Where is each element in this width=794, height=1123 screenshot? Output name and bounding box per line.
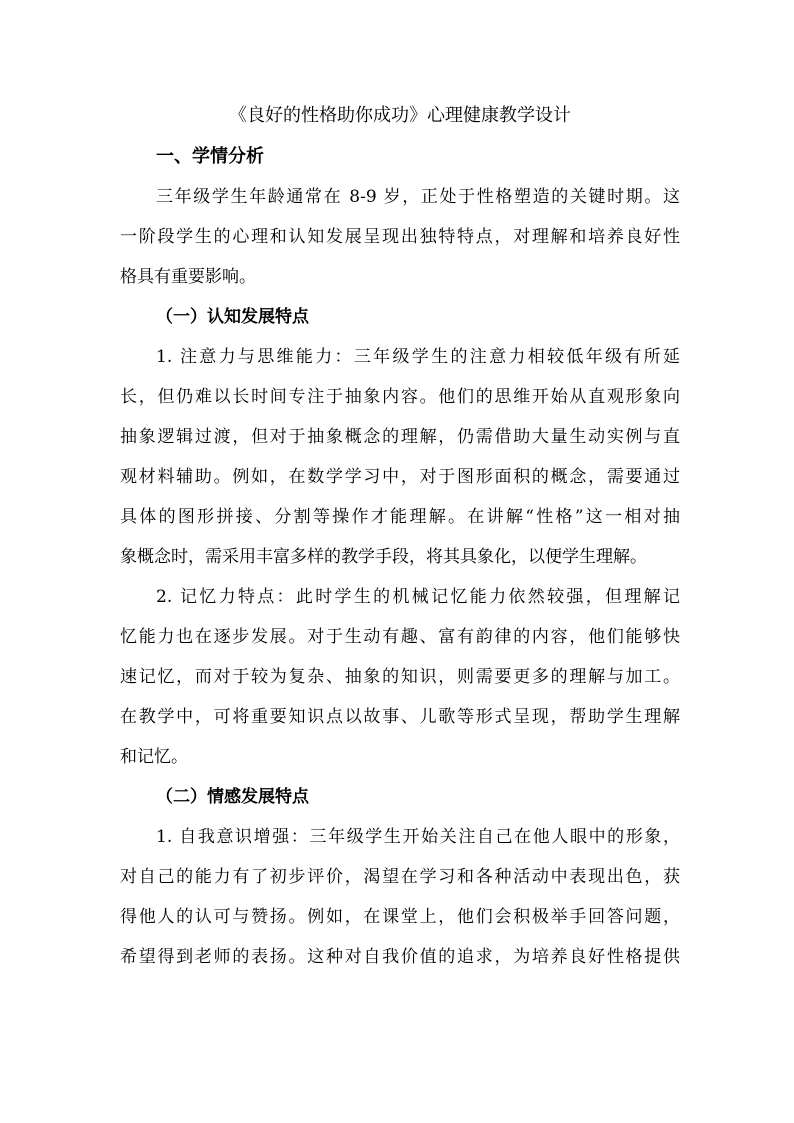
section-heading-learner-analysis: 一、学情分析 bbox=[156, 146, 264, 167]
text-line: 希望得到老师的表扬。这种对自我价值的追求，为培养良好性格提供 bbox=[120, 947, 680, 967]
paragraph-memory bbox=[120, 577, 680, 777]
document-body bbox=[120, 98, 680, 977]
text-line: 象概念时，需采用丰富多样的教学手段，将其具象化，以便学生理解。 bbox=[120, 547, 647, 567]
subsection-heading-cognitive: （一）认知发展特点 bbox=[156, 307, 309, 327]
text-line: 速记忆，而对于较为复杂、抽象的知识，则需要更多的理解与加工。 bbox=[120, 667, 680, 687]
document-title: 《良好的性格助你成功》心理健康教学设计 bbox=[229, 105, 571, 126]
text-line: 对自己的能力有了初步评价，渴望在学习和各种活动中表现出色，获 bbox=[120, 867, 680, 887]
text-line: 具体的图形拼接、分割等操作才能理解。在讲解“性格”这一相对抽 bbox=[120, 507, 680, 527]
subsection-heading-emotional: （二）情感发展特点 bbox=[156, 787, 309, 807]
text-line: 观材料辅助。例如，在数学学习中，对于图形面积的概念，需要通过 bbox=[120, 467, 680, 487]
text-line: 忆能力也在逐步发展。对于生动有趣、富有韵律的内容，他们能够快 bbox=[120, 627, 680, 647]
text-line: 1. 注意力与思维能力：三年级学生的注意力相较低年级有所延 bbox=[156, 347, 680, 367]
text-line: 一阶段学生的心理和认知发展呈现出独特特点，对理解和培养良好性 bbox=[120, 227, 680, 247]
text-line: 长，但仍难以长时间专注于抽象内容。他们的思维开始从直观形象向 bbox=[120, 387, 680, 407]
text-line: 2. 记忆力特点：此时学生的机械记忆能力依然较强，但理解记 bbox=[156, 587, 680, 607]
text-line: 和记忆。 bbox=[120, 747, 188, 767]
paragraph-self-awareness bbox=[120, 817, 680, 977]
text-line: 抽象逻辑过渡，但对于抽象概念的理解，仍需借助大量生动实例与直 bbox=[120, 427, 680, 447]
text-line: 在教学中，可将重要知识点以故事、儿歌等形式呈现，帮助学生理解 bbox=[120, 707, 680, 727]
text-line: 三年级学生年龄通常在 8-9 岁，正处于性格塑造的关键时期。这 bbox=[156, 187, 680, 207]
text-line: 格具有重要影响。 bbox=[120, 267, 256, 287]
text-line: 1. 自我意识增强：三年级学生开始关注自己在他人眼中的形象， bbox=[156, 827, 680, 847]
paragraph-intro bbox=[120, 177, 680, 297]
text-line: 得他人的认可与赞扬。例如，在课堂上，他们会积极举手回答问题， bbox=[120, 907, 680, 927]
paragraph-attention-thinking bbox=[120, 337, 680, 577]
